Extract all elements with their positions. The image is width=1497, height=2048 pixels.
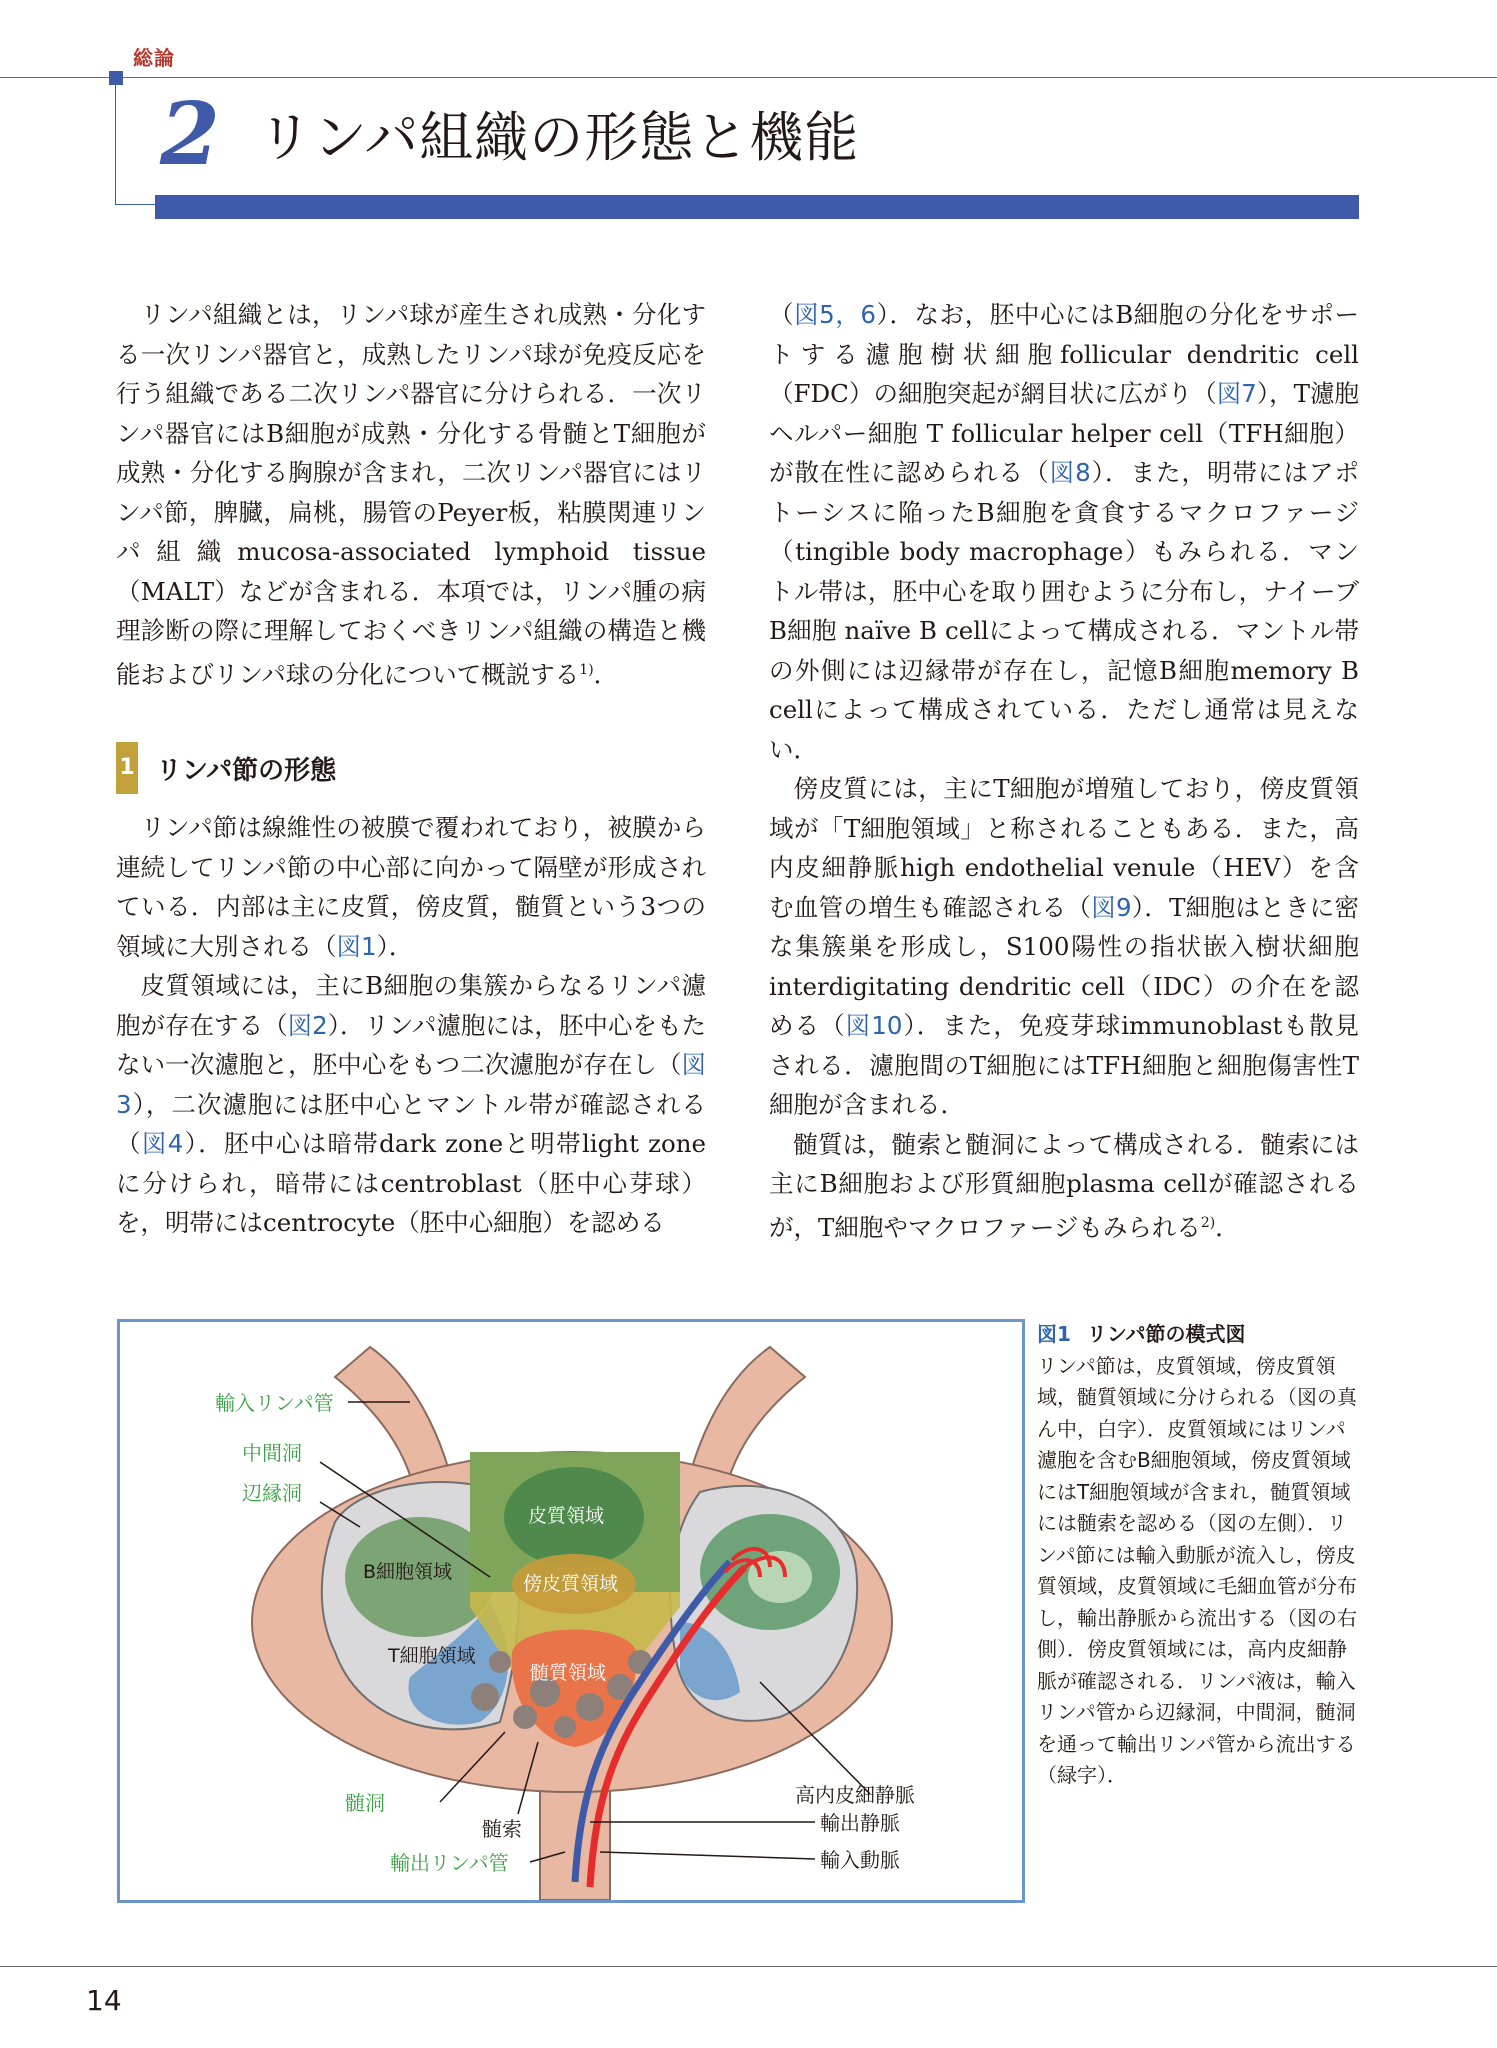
medullary-cord [489, 1651, 511, 1673]
leader-line [600, 1852, 815, 1859]
bottom-rule [0, 1966, 1497, 1967]
intro-paragraph [116, 295, 706, 694]
text: 傍皮質には，主にT細胞が増殖しており，傍皮質領域が「T細胞領域」と称されることもある．また，高内皮細静脈high endothelial venule（HEV）を含む血管の増生も確認される（ [769, 774, 1359, 922]
label-marginal-sinus: 辺縁洞 [242, 1481, 302, 1505]
label-cortex: 皮質領域 [528, 1505, 605, 1527]
text: （ [769, 300, 795, 329]
text: ），T濾胞ヘルパー細胞 T follicular helper cell（TFH細胞）が散在性に認められる（ [769, 379, 1359, 487]
text: ）． [376, 931, 414, 961]
citation-2: 2) [1200, 1214, 1216, 1231]
label-b-cell-zone: B細胞領域 [363, 1561, 453, 1583]
label-efferent-vein: 輸出静脈 [820, 1811, 900, 1835]
caption-heading [1037, 1319, 1362, 1351]
left-column-body [116, 808, 706, 1243]
text: ），二次濾胞には胚中心とマントル帯が確認される（ [116, 1089, 706, 1158]
subsection-title: リンパ節の形態 [156, 756, 337, 786]
text: リンパ節は線維性の被膜で覆われており，被膜から連続してリンパ節の中心部に向かって隔壁が形成されている．内部は主に皮質，傍皮質，髄質という3つの領域に大別される（ [116, 813, 706, 961]
header-square-marker [109, 71, 123, 85]
text: 皮質領域には，主にB細胞の集簇からなるリンパ濾胞が存在する（ [116, 971, 706, 1040]
title-bar [155, 195, 1359, 219]
paragraph-cortex [116, 966, 706, 1243]
paragraph-structure [116, 808, 706, 966]
medullary-cord [471, 1683, 499, 1711]
paragraph-medulla [769, 1125, 1359, 1248]
label-t-cell-zone: T細胞領域 [388, 1645, 476, 1667]
label-intermediate-sinus: 中間洞 [242, 1441, 302, 1465]
label-medullary-cord: 髄索 [482, 1817, 522, 1841]
paragraph-germinal-center [769, 295, 1359, 769]
left-column-intro [116, 295, 706, 694]
page-number: 14 [86, 1984, 122, 2017]
figure-ref-1[interactable]: 図1 [336, 931, 377, 961]
text: ）．なお，胚中心にはB細胞の分化をサポートする濾胞樹状細胞follicular dendritic cell（FDC）の細胞突起が網目状に広がり（ [769, 300, 1359, 408]
paragraph-paracortex [769, 769, 1359, 1125]
caption-title: リンパ節の模式図 [1086, 1322, 1246, 1346]
label-medulla: 髄質領域 [530, 1662, 607, 1684]
figure-ref-3[interactable]: 図3 [116, 1050, 706, 1119]
caption-text: リンパ節は，皮質領域，傍皮質領域，髄質領域に分けられる（図の真ん中，白字）．皮質領域にはリンパ濾胞を含むB細胞領域，傍皮質領域にはT細胞領域が含まれ，髄質領域には髄索を認める（図の左側）．リンパ節には輸入動脈が流入し，傍皮質領域，皮質領域に毛細血管が分布し，輸出静脈から流出する（図の右側）．傍皮質領域には，高内皮細静脈が確認される．リンパ液は，輸入リンパ管から辺縁洞，中間洞，髄洞を通って輸出リンパ管から流出する（緑字）． [1037, 1353, 1357, 1787]
header-vertical-line [115, 85, 116, 205]
figure-ref-9[interactable]: 図9 [1091, 892, 1132, 922]
top-rule [0, 77, 1497, 78]
figure-ref-10[interactable]: 図10 [845, 1011, 903, 1040]
lymph-node-diagram [120, 1322, 1022, 1900]
caption-figure-number: 図1 [1037, 1322, 1071, 1346]
text: ）．リンパ濾胞には，胚中心をもたない一次濾胞と，胚中心をもつ二次濾胞が存在し（ [116, 1010, 706, 1079]
intro-text-end: ． [593, 659, 619, 689]
label-medullary-sinus: 髄洞 [345, 1791, 385, 1815]
medullary-cord [554, 1716, 576, 1738]
text: ）．また，明帯にはアポトーシスに陥ったB細胞を貪食するマクロファージ（tingible body macrophage）もみられる．マントル帯は，胚中心を取り囲むように分布し，ナイーブB細胞 naïve B cellによって構成される．マントル帯の外側には辺縁帯が存在し，記憶B細胞memory B cellによって構成されている．ただし通常は見えない． [769, 458, 1360, 764]
citation-1: 1) [579, 661, 594, 678]
figure-1-caption [1037, 1319, 1362, 1792]
text: ． [1215, 1212, 1240, 1242]
medullary-cord [513, 1705, 537, 1729]
figure-ref-2[interactable]: 図2 [287, 1010, 328, 1040]
subsection-number: 1 [116, 742, 138, 794]
section-label: 総論 [133, 46, 175, 70]
label-efferent-lymph: 輸出リンパ管 [390, 1851, 509, 1875]
chapter-number: 2 [160, 84, 220, 185]
text: 髄質は，髄索と髄洞によって構成される．髄索には主にB細胞および形質細胞plasma cellが確認されるが，T細胞やマクロファージもみられる [769, 1129, 1359, 1242]
figure-ref-8[interactable]: 図8 [1049, 458, 1091, 487]
text: ）．胚中心は暗帯dark zoneと明帯light zoneに分けられ，暗帯にはcentroblast（胚中心芽球）を，明帯にはcentrocyte（胚中心細胞）を認める [116, 1129, 707, 1237]
figure-ref-4[interactable]: 図4 [141, 1129, 184, 1158]
label-afferent-lymph: 輸入リンパ管 [215, 1391, 334, 1415]
chapter-title: リンパ組織の形態と機能 [258, 106, 860, 169]
subsection-heading [116, 742, 706, 794]
label-paracortex: 傍皮質領域 [523, 1573, 619, 1595]
text: ）．また，免疫芽球immunoblastも散見される．濾胞間のT細胞にはTFH細胞と細胞傷害性T細胞が含まれる． [769, 1011, 1360, 1119]
medullary-cord [576, 1693, 604, 1721]
intro-text: リンパ組織とは，リンパ球が産生され成熟・分化する一次リンパ器官と，成熟したリンパ球が免疫反応を行う組織である二次リンパ器官に分けられる．一次リンパ器官にはB細胞が成熟・分化する骨髄とT細胞が成熟・分化する胸腺が含まれ，二次リンパ器官にはリンパ節，脾臓，扁桃，腸管のPeyer板，粘膜関連リンパ組織mucosa-associated lymphoid tissue（MALT）などが含まれる．本項では，リンパ腫の病理診断の際に理解しておくべきリンパ組織の構造と機能およびリンパ球の分化について概説する [116, 300, 706, 689]
right-column [769, 295, 1359, 1247]
figure-ref-5-6[interactable]: 図5，6 [794, 300, 877, 329]
text: ）．T細胞はときに密な集簇巣を形成し，S100陽性の指状嵌入樹状細胞interdigitating dendritic cell（IDC）の介在を認める（ [769, 892, 1360, 1040]
figure-1-frame [117, 1319, 1025, 1903]
figure-ref-7[interactable]: 図7 [1216, 379, 1257, 408]
label-hev: 高内皮細静脈 [795, 1783, 915, 1807]
header-horizontal-line [115, 204, 155, 205]
label-afferent-artery: 輸入動脈 [820, 1848, 900, 1872]
